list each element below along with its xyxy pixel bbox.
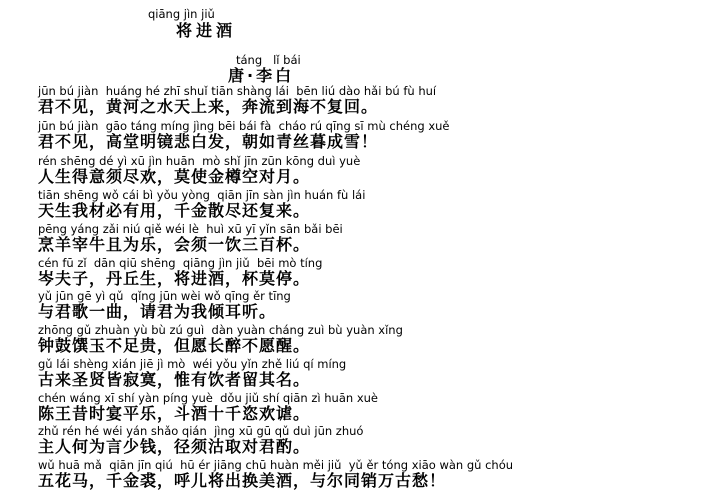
- verse-line-3: 人生得意须尽欢，莫使金樽空对月。: [38, 167, 311, 186]
- verse-pinyin-1: jūn bú jiàn huáng hé zhī shuǐ tiān shàng lái bēn liú dào hǎi bú fù huí: [38, 84, 437, 98]
- verse-pinyin-2: jūn bú jiàn gāo táng míng jìng bēi bái fà cháo rú qīng sī mù chéng xuě: [38, 119, 450, 133]
- verse-line-1: 君不见，黄河之水天上来，奔流到海不复回。: [38, 97, 379, 116]
- verse-pinyin-8: zhōng gǔ zhuàn yù bù zú guì dàn yuàn cháng zuì bù yuàn xǐng: [38, 323, 403, 337]
- verse-line-10: 陈王昔时宴平乐，斗酒十千恣欢谑。: [38, 404, 311, 423]
- verse-line-5: 烹羊宰牛且为乐，会须一饮三百杯。: [38, 235, 311, 254]
- verse-pinyin-5: pēng yáng zǎi niú qiě wéi lè huì xū yī yǐn sān bǎi bēi: [38, 222, 343, 236]
- verse-pinyin-12: wǔ huā mǎ qiān jīn qiú hū ér jiāng chū huàn měi jiǔ yǔ ěr tóng xiāo wàn gǔ chóu: [38, 458, 514, 472]
- verse-pinyin-9: gǔ lái shèng xián jiē jì mò wéi yǒu yǐn zhě liú qí míng: [38, 357, 347, 371]
- verse-line-6: 岑夫子，丹丘生，将进酒，杯莫停。: [38, 269, 311, 288]
- verse-line-7: 与君歌一曲，请君为我倾耳听。: [38, 302, 277, 321]
- verse-pinyin-4: tiān shēng wǒ cái bì yǒu yòng qiān jīn sàn jìn huán fù lái: [38, 188, 366, 202]
- poem-author: 唐·李白: [228, 66, 295, 85]
- verse-line-9: 古来圣贤皆寂寞，惟有饮者留其名。: [38, 370, 311, 389]
- verse-pinyin-11: zhǔ rén hé wéi yán shǎo qián jìng xū gū qǔ duì jūn zhuó: [38, 424, 364, 438]
- verse-line-4: 天生我材必有用，千金散尽还复来。: [38, 201, 311, 220]
- title-pinyin: qiāng jìn jiǔ: [148, 7, 215, 21]
- verse-pinyin-10: chén wáng xī shí yàn píng yuè dǒu jiǔ shí qiān zì huān xuè: [38, 391, 378, 405]
- verse-line-12: 五花马，千金裘，呼儿将出换美酒，与尔同销万古愁！: [38, 471, 447, 490]
- verse-line-8: 钟鼓馔玉不足贵，但愿长醉不愿醒。: [38, 336, 311, 355]
- verse-line-11: 主人何为言少钱，径须沽取对君酌。: [38, 437, 311, 456]
- verse-pinyin-3: rén shēng dé yì xū jìn huān mò shǐ jīn zūn kōng duì yuè: [38, 154, 361, 168]
- verse-pinyin-7: yǔ jūn gē yì qǔ qǐng jūn wèi wǒ qīng ěr tīng: [38, 289, 291, 303]
- verse-pinyin-6: cén fū zǐ dān qiū shēng qiāng jìn jiǔ bēi mò tíng: [38, 256, 323, 270]
- author-pinyin: táng lǐ bái: [236, 53, 301, 67]
- poem-title: 将进酒: [176, 21, 237, 40]
- verse-line-2: 君不见，高堂明镜悲白发，朝如青丝暮成雪！: [38, 132, 379, 151]
